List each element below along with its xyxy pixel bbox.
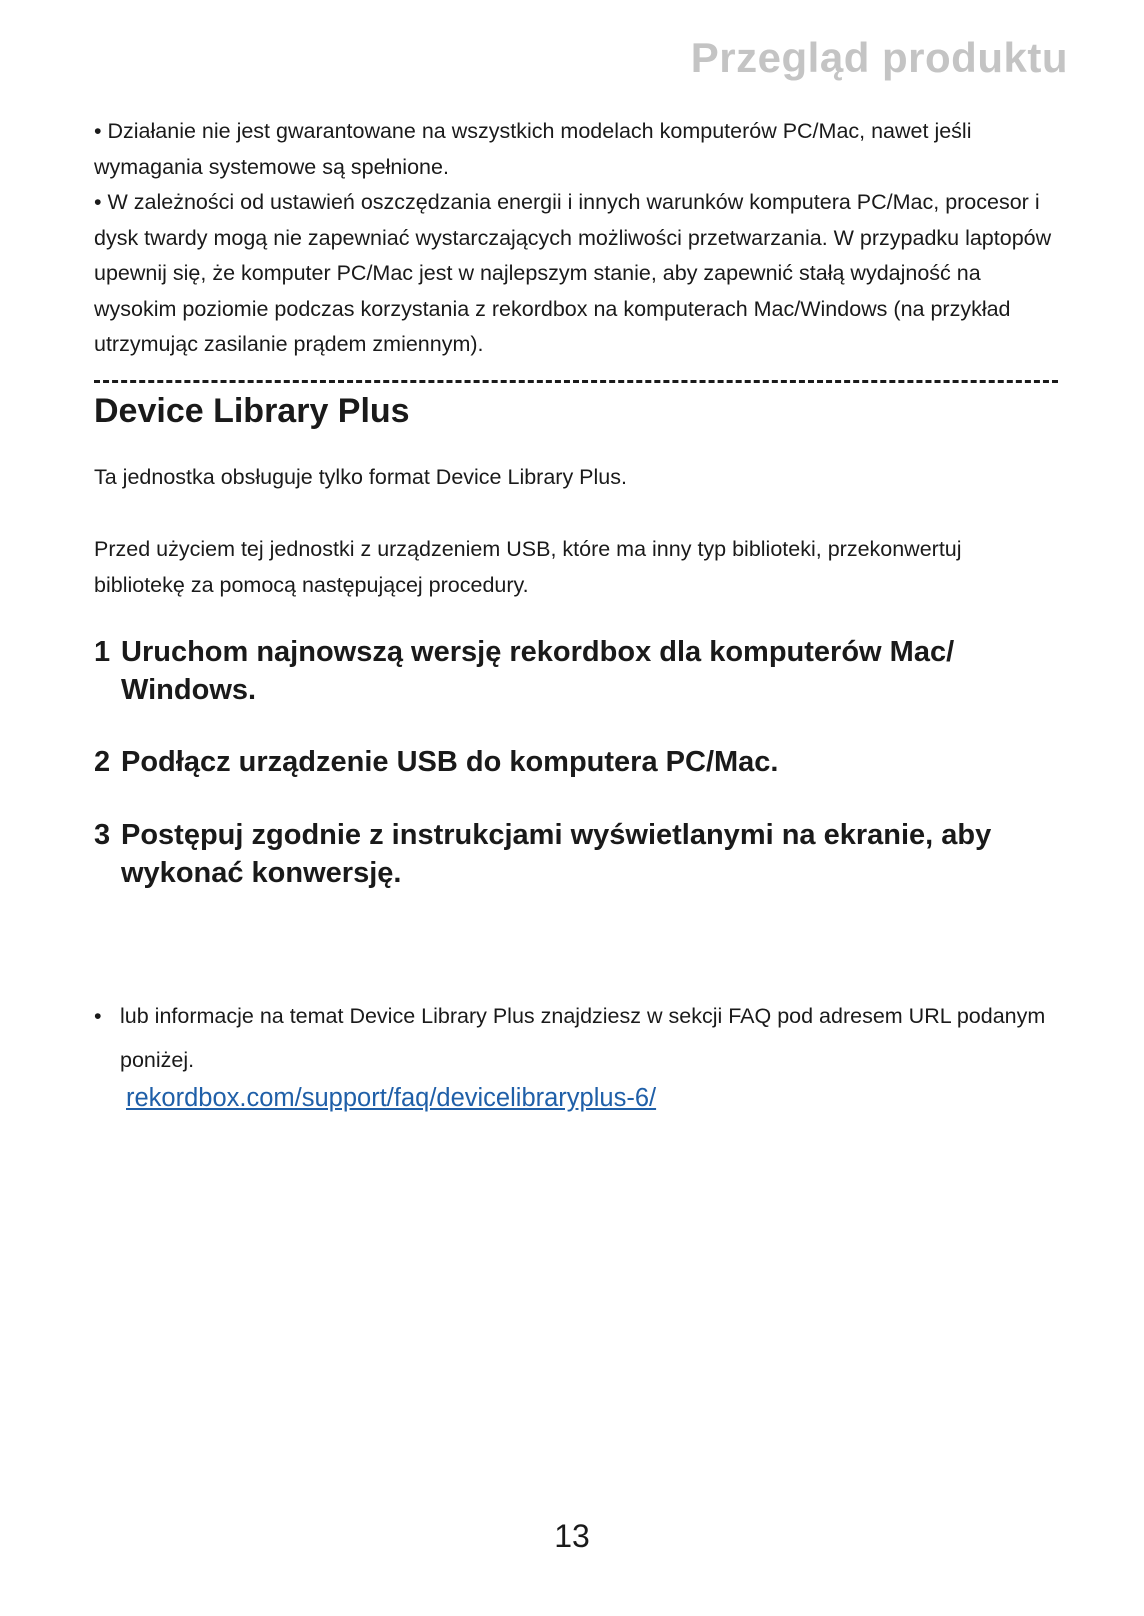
bullet-icon: • [94, 1004, 102, 1028]
step-number: 1 [94, 636, 111, 668]
step-1 [94, 633, 1056, 709]
section-title: Device Library Plus [94, 392, 410, 430]
faq-link[interactable]: rekordbox.com/support/faq/devicelibraryplus-6/ [126, 1084, 657, 1112]
step-2 [94, 743, 1056, 781]
page-number: 13 [554, 1518, 590, 1554]
step-text: Postępuj zgodnie z instrukcjami wyświetlanymi na ekranie, aby wykonać konwersję. [121, 819, 992, 889]
intro-paragraph: Ta jednostka obsługuje tylko format Device Library Plus. [94, 465, 627, 489]
step-number: 2 [94, 746, 111, 778]
step-3 [94, 816, 1056, 892]
notes-block [94, 114, 1056, 363]
step-text: Podłącz urządzenie USB do komputera PC/Mac. [121, 746, 779, 778]
faq-info-text: lub informacje na temat Device Library Plus znajdziesz w sekcji FAQ pod adresem URL podanym poniżej. [120, 1004, 1046, 1072]
faq-info [94, 994, 1056, 1082]
conversion-paragraph: Przed użyciem tej jednostki z urządzeniem USB, które ma inny typ biblioteki, przekonwertuj bibliotekę za pomocą następującej procedury. [94, 537, 962, 597]
step-text: Uruchom najnowszą wersję rekordbox dla komputerów Mac/ Windows. [121, 636, 955, 706]
dashed-divider [94, 380, 1058, 383]
page-header-title: Przegląd produktu [690, 34, 1068, 81]
note-power-settings: • W zależności od ustawień oszczędzania energii i innych warunków komputera PC/Mac, procesor i dysk twardy mogą nie zapewniać wystarczających możliwości przetwarzania. W przypadku laptopów upewnij się, że komputer PC/Mac jest w najlepszym stanie, aby zapewnić stałą wydajność na wysokim poziomie podczas korzystania z rekordbox na komputerach Mac/Windows (na przykład utrzymując zasilanie prądem zmiennym). [94, 190, 1052, 356]
note-compatibility: • Działanie nie jest gwarantowane na wszystkich modelach komputerów PC/Mac, nawet jeśli wymagania systemowe są spełnione. [94, 119, 972, 179]
step-number: 3 [94, 819, 111, 851]
